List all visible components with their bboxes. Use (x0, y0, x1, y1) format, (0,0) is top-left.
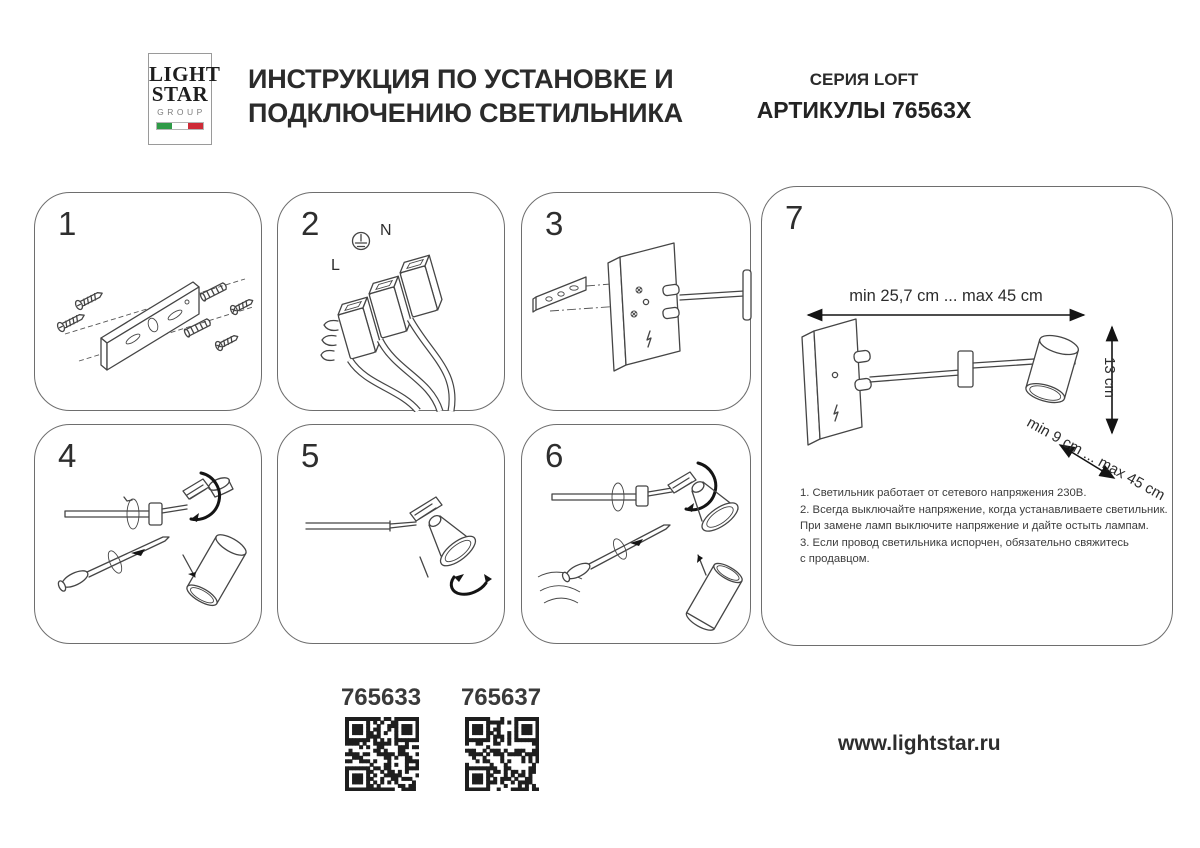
logo-word-star: STAR (151, 82, 209, 106)
step-4-number: 4 (58, 437, 77, 474)
step-3-number: 3 (545, 205, 564, 242)
step-5-illustration-head-rotation (278, 425, 506, 645)
step-7-panel (761, 186, 1173, 646)
step-5-number: 5 (301, 437, 320, 474)
series-label: СЕРИЯ LOFT (809, 70, 919, 89)
note-line: с продавцом. (800, 553, 870, 565)
note-line: 1. Светильник работает от сетевого напряжения 230В. (800, 487, 1087, 499)
safety-notes (800, 485, 1168, 568)
step-7-illustration-dimensions (762, 187, 1174, 647)
lightstar-logo (148, 53, 221, 145)
note-line: При замене ламп выключите напряжение и дайте остыть лампам. (800, 520, 1149, 532)
step-5-panel (277, 424, 505, 644)
step-3-illustration-base-to-wall (522, 193, 752, 412)
neutral-label: N (380, 222, 392, 239)
step-3-panel (521, 192, 751, 411)
article-code-1: 765633 (340, 684, 422, 711)
line-label: L (331, 257, 340, 274)
ground-symbol-icon (353, 233, 370, 250)
logo-word-light: LIGHT (149, 62, 221, 86)
step-4-panel (34, 424, 262, 644)
dimension-vertical-label: 13 cm (1101, 357, 1118, 398)
title-line-1: ИНСТРУКЦИЯ ПО УСТАНОВКЕ И (248, 64, 674, 94)
article-code-2: 765637 (460, 684, 542, 711)
step-2-illustration-terminal-block-wires (278, 193, 506, 412)
qr-code-1 (345, 717, 419, 791)
note-line: 3. Если провод светильника испорчен, обязательно свяжитесь (800, 536, 1129, 549)
dimension-horizontal-label: min 25,7 cm ... max 45 cm (849, 287, 1043, 305)
step-1-number: 1 (58, 205, 77, 242)
dimension-diagonal-label: min 9 cm ... max 45 cm (1023, 414, 1168, 505)
step-4-illustration-shade-removal (35, 425, 263, 645)
step-2-panel (277, 192, 505, 411)
step-6-number: 6 (545, 437, 564, 474)
product-info (744, 70, 984, 124)
step-6-illustration-shade-mounting (522, 425, 752, 645)
step-1-panel (34, 192, 262, 411)
step-1-illustration-mounting-plate-screws (35, 193, 263, 412)
title-line-2: ПОДКЛЮЧЕНИЮ СВЕТИЛЬНИКА (248, 98, 683, 128)
logo-word-group: GROUP (157, 107, 206, 117)
note-line: 2. Всегда выключайте напряжение, когда устанавливаете светильник. (800, 503, 1168, 516)
page-title (248, 62, 683, 130)
italian-flag-icon (156, 122, 204, 130)
articles-label: АРТИКУЛЫ 76563X (756, 97, 972, 123)
qr-code-2 (465, 717, 539, 791)
step-7-number: 7 (785, 199, 804, 236)
website-url: www.lightstar.ru (838, 732, 1001, 755)
step-2-number: 2 (301, 205, 320, 242)
step-6-panel (521, 424, 751, 644)
